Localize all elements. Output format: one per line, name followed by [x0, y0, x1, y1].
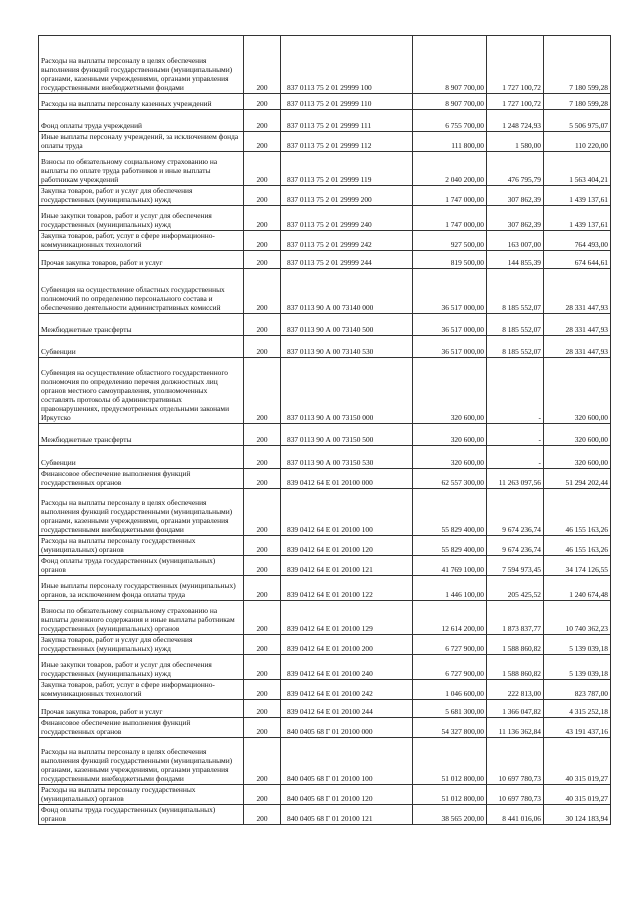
- row-unexecuted-amount: 7 180 599,28: [544, 94, 611, 110]
- row-code: 200: [244, 132, 281, 152]
- row-approved-amount: 6 727 900,00: [413, 635, 487, 655]
- row-approved-amount: 55 829 400,00: [413, 536, 487, 556]
- row-name: Субвенция на осуществление областного государственного полномочия по определению перечня должностных лиц органов местного самоуправления, уполномоченных составлять протоколы об административных правонарушениях, предусмотренных отдельными законами Иркутско: [39, 358, 244, 424]
- row-executed-amount: 1 588 860,82: [487, 655, 544, 680]
- row-code: 200: [244, 94, 281, 110]
- table-row: [39, 469, 611, 489]
- row-kbk-code: 837 0113 75 2 01 29999 200: [281, 186, 413, 206]
- table-row: [39, 206, 611, 231]
- table-row: [39, 269, 611, 314]
- row-approved-amount: 41 769 100,00: [413, 556, 487, 576]
- table-body: [39, 36, 611, 825]
- table-row: [39, 576, 611, 601]
- row-code: 200: [244, 680, 281, 700]
- row-unexecuted-amount: 28 331 447,93: [544, 314, 611, 336]
- row-executed-amount: 1 727 100,72: [487, 36, 544, 94]
- row-unexecuted-amount: 40 315 019,27: [544, 738, 611, 785]
- row-unexecuted-amount: 28 331 447,93: [544, 336, 611, 358]
- row-name: Иные закупки товаров, работ и услуг для обеспечения государственных (муниципальных) нужд: [39, 655, 244, 680]
- row-code: 200: [244, 231, 281, 251]
- table-row: [39, 132, 611, 152]
- table-row: [39, 424, 611, 446]
- row-kbk-code: 837 0113 90 А 00 73150 530: [281, 446, 413, 469]
- row-kbk-code: 837 0113 75 2 01 29999 244: [281, 251, 413, 269]
- row-executed-amount: -: [487, 424, 544, 446]
- row-code: 200: [244, 36, 281, 94]
- row-name: Фонд оплаты труда государственных (муниципальных) органов: [39, 556, 244, 576]
- row-name: Прочая закупка товаров, работ и услуг: [39, 251, 244, 269]
- row-executed-amount: 1 727 100,72: [487, 94, 544, 110]
- table-row: [39, 152, 611, 186]
- row-code: 200: [244, 556, 281, 576]
- row-executed-amount: 9 674 236,74: [487, 536, 544, 556]
- table-row: [39, 186, 611, 206]
- row-unexecuted-amount: 46 155 163,26: [544, 489, 611, 536]
- row-executed-amount: 11 263 097,56: [487, 469, 544, 489]
- row-name: Иные закупки товаров, работ и услуг для обеспечения государственных (муниципальных) нужд: [39, 206, 244, 231]
- row-name: Межбюджетные трансферты: [39, 314, 244, 336]
- row-approved-amount: 320 600,00: [413, 424, 487, 446]
- row-approved-amount: 927 500,00: [413, 231, 487, 251]
- row-unexecuted-amount: 51 294 202,44: [544, 469, 611, 489]
- row-kbk-code: 839 0412 64 Е 01 20100 000: [281, 469, 413, 489]
- row-approved-amount: 36 517 000,00: [413, 269, 487, 314]
- row-unexecuted-amount: 110 220,00: [544, 132, 611, 152]
- row-name: Закупка товаров, работ и услуг для обеспечения государственных (муниципальных) нужд: [39, 635, 244, 655]
- row-executed-amount: -: [487, 446, 544, 469]
- table-row: [39, 718, 611, 738]
- row-unexecuted-amount: 10 740 362,23: [544, 601, 611, 635]
- row-approved-amount: 320 600,00: [413, 446, 487, 469]
- row-code: 200: [244, 424, 281, 446]
- row-approved-amount: 320 600,00: [413, 358, 487, 424]
- row-name: Субвенция на осуществление областных государственных полномочий по определению персонального состава и обеспечению деятельности административных комиссий: [39, 269, 244, 314]
- row-approved-amount: 1 747 000,00: [413, 206, 487, 231]
- row-name: Расходы на выплаты персоналу казенных учреждений: [39, 94, 244, 110]
- row-unexecuted-amount: 46 155 163,26: [544, 536, 611, 556]
- row-approved-amount: 111 800,00: [413, 132, 487, 152]
- row-unexecuted-amount: 823 787,00: [544, 680, 611, 700]
- row-executed-amount: 307 862,39: [487, 206, 544, 231]
- row-approved-amount: 55 829 400,00: [413, 489, 487, 536]
- row-code: 200: [244, 446, 281, 469]
- row-unexecuted-amount: 320 600,00: [544, 424, 611, 446]
- row-approved-amount: 5 681 300,00: [413, 700, 487, 718]
- row-executed-amount: 7 594 973,45: [487, 556, 544, 576]
- row-unexecuted-amount: 43 191 437,16: [544, 718, 611, 738]
- row-kbk-code: 839 0412 64 Е 01 20100 244: [281, 700, 413, 718]
- row-unexecuted-amount: 320 600,00: [544, 446, 611, 469]
- row-name: Фонд оплаты труда государственных (муниципальных) органов: [39, 805, 244, 825]
- row-approved-amount: 62 557 300,00: [413, 469, 487, 489]
- row-kbk-code: 837 0113 75 2 01 29999 240: [281, 206, 413, 231]
- table-row: [39, 601, 611, 635]
- row-name: Расходы на выплаты персоналу в целях обеспечения выполнения функций государственными (муниципальными) органами, казенными учреждениями, органами управления государственными внебюджетными фондами: [39, 738, 244, 785]
- row-approved-amount: 12 614 200,00: [413, 601, 487, 635]
- row-code: 200: [244, 110, 281, 132]
- row-kbk-code: 837 0113 75 2 01 29999 119: [281, 152, 413, 186]
- row-executed-amount: 163 007,00: [487, 231, 544, 251]
- row-approved-amount: 8 907 700,00: [413, 94, 487, 110]
- row-unexecuted-amount: 1 439 137,61: [544, 186, 611, 206]
- row-name: Межбюджетные трансферты: [39, 424, 244, 446]
- row-executed-amount: 1 873 837,77: [487, 601, 544, 635]
- row-name: Финансовое обеспечение выполнения функций государственных органов: [39, 718, 244, 738]
- row-kbk-code: 837 0113 75 2 01 29999 100: [281, 36, 413, 94]
- row-kbk-code: 839 0412 64 Е 01 20100 129: [281, 601, 413, 635]
- row-approved-amount: 8 907 700,00: [413, 36, 487, 94]
- row-executed-amount: 1 366 047,82: [487, 700, 544, 718]
- row-kbk-code: 839 0412 64 Е 01 20100 240: [281, 655, 413, 680]
- row-approved-amount: 54 327 800,00: [413, 718, 487, 738]
- row-name: Финансовое обеспечение выполнения функций государственных органов: [39, 469, 244, 489]
- row-name: Фонд оплаты труда учреждений: [39, 110, 244, 132]
- table-row: [39, 805, 611, 825]
- table-row: [39, 314, 611, 336]
- row-executed-amount: 10 697 780,73: [487, 738, 544, 785]
- row-approved-amount: 819 500,00: [413, 251, 487, 269]
- row-kbk-code: 839 0412 64 Е 01 20100 122: [281, 576, 413, 601]
- row-kbk-code: 840 0405 68 Г 01 20100 100: [281, 738, 413, 785]
- row-name: Субвенции: [39, 336, 244, 358]
- row-unexecuted-amount: 40 315 019,27: [544, 785, 611, 805]
- row-code: 200: [244, 269, 281, 314]
- row-code: 200: [244, 358, 281, 424]
- row-executed-amount: 222 813,00: [487, 680, 544, 700]
- row-approved-amount: 6 727 900,00: [413, 655, 487, 680]
- row-code: 200: [244, 738, 281, 785]
- row-code: 200: [244, 785, 281, 805]
- row-approved-amount: 36 517 000,00: [413, 336, 487, 358]
- row-code: 200: [244, 251, 281, 269]
- row-code: 200: [244, 655, 281, 680]
- row-kbk-code: 837 0113 90 А 00 73150 000: [281, 358, 413, 424]
- table-row: [39, 36, 611, 94]
- row-unexecuted-amount: 5 139 039,18: [544, 635, 611, 655]
- row-kbk-code: 837 0113 90 А 00 73150 500: [281, 424, 413, 446]
- row-executed-amount: 1 248 724,93: [487, 110, 544, 132]
- table-row: [39, 446, 611, 469]
- row-code: 200: [244, 314, 281, 336]
- row-approved-amount: 1 046 600,00: [413, 680, 487, 700]
- row-approved-amount: 36 517 000,00: [413, 314, 487, 336]
- table-row: [39, 738, 611, 785]
- row-name: Закупка товаров, работ, услуг в сфере информационно-коммуникационных технологий: [39, 231, 244, 251]
- row-unexecuted-amount: 1 439 137,61: [544, 206, 611, 231]
- row-kbk-code: 840 0405 68 Г 01 20100 000: [281, 718, 413, 738]
- row-code: 200: [244, 152, 281, 186]
- table-row: [39, 655, 611, 680]
- row-kbk-code: 839 0412 64 Е 01 20100 100: [281, 489, 413, 536]
- row-kbk-code: 839 0412 64 Е 01 20100 120: [281, 536, 413, 556]
- row-kbk-code: 837 0113 90 А 00 73140 000: [281, 269, 413, 314]
- row-kbk-code: 840 0405 68 Г 01 20100 120: [281, 785, 413, 805]
- row-name: Расходы на выплаты персоналу государственных (муниципальных) органов: [39, 536, 244, 556]
- row-kbk-code: 840 0405 68 Г 01 20100 121: [281, 805, 413, 825]
- table-row: [39, 231, 611, 251]
- row-executed-amount: 476 795,79: [487, 152, 544, 186]
- row-unexecuted-amount: 764 493,00: [544, 231, 611, 251]
- row-unexecuted-amount: 674 644,61: [544, 251, 611, 269]
- row-executed-amount: 8 185 552,07: [487, 336, 544, 358]
- table-row: [39, 336, 611, 358]
- row-executed-amount: 205 425,52: [487, 576, 544, 601]
- row-unexecuted-amount: 320 600,00: [544, 358, 611, 424]
- row-code: 200: [244, 536, 281, 556]
- budget-execution-table: [38, 35, 611, 825]
- row-executed-amount: 8 185 552,07: [487, 269, 544, 314]
- row-name: Расходы на выплаты персоналу в целях обеспечения выполнения функций государственными (муниципальными) органами, казенными учреждениями, органами управления государственными внебюджетными фондами: [39, 36, 244, 94]
- table-row: [39, 536, 611, 556]
- row-name: Иные выплаты персоналу учреждений, за исключением фонда оплаты труда: [39, 132, 244, 152]
- row-executed-amount: 307 862,39: [487, 186, 544, 206]
- row-name: Расходы на выплаты персоналу в целях обеспечения выполнения функций государственными (муниципальными) органами, казенными учреждениями, органами управления государственными внебюджетными фондами: [39, 489, 244, 536]
- row-approved-amount: 38 565 200,00: [413, 805, 487, 825]
- table-row: [39, 110, 611, 132]
- row-name: Прочая закупка товаров, работ и услуг: [39, 700, 244, 718]
- row-executed-amount: 1 580,00: [487, 132, 544, 152]
- row-code: 200: [244, 576, 281, 601]
- row-name: Иные выплаты персоналу государственных (муниципальных) органов, за исключением фонда оплаты труда: [39, 576, 244, 601]
- table-row: [39, 94, 611, 110]
- row-code: 200: [244, 805, 281, 825]
- row-name: Взносы по обязательному социальному страхованию на выплаты по оплате труда работников и иные выплаты работникам учреждений: [39, 152, 244, 186]
- row-unexecuted-amount: 28 331 447,93: [544, 269, 611, 314]
- table-row: [39, 635, 611, 655]
- row-approved-amount: 6 755 700,00: [413, 110, 487, 132]
- row-approved-amount: 51 012 800,00: [413, 738, 487, 785]
- row-unexecuted-amount: 7 180 599,28: [544, 36, 611, 94]
- row-name: Субвенции: [39, 446, 244, 469]
- row-kbk-code: 837 0113 75 2 01 29999 242: [281, 231, 413, 251]
- row-unexecuted-amount: 30 124 183,94: [544, 805, 611, 825]
- table-row: [39, 489, 611, 536]
- row-executed-amount: 8 441 016,06: [487, 805, 544, 825]
- row-executed-amount: 11 136 362,84: [487, 718, 544, 738]
- row-code: 200: [244, 489, 281, 536]
- row-name: Расходы на выплаты персоналу государственных (муниципальных) органов: [39, 785, 244, 805]
- row-unexecuted-amount: 5 139 039,18: [544, 655, 611, 680]
- row-kbk-code: 837 0113 75 2 01 29999 110: [281, 94, 413, 110]
- row-code: 200: [244, 635, 281, 655]
- row-executed-amount: 9 674 236,74: [487, 489, 544, 536]
- row-code: 200: [244, 186, 281, 206]
- row-unexecuted-amount: 34 174 126,55: [544, 556, 611, 576]
- row-unexecuted-amount: 5 506 975,07: [544, 110, 611, 132]
- table-row: [39, 785, 611, 805]
- row-code: 200: [244, 206, 281, 231]
- table-row: [39, 680, 611, 700]
- row-name: Закупка товаров, работ, услуг в сфере информационно-коммуникационных технологий: [39, 680, 244, 700]
- row-executed-amount: 1 588 860,82: [487, 635, 544, 655]
- row-name: Взносы по обязательному социальному страхованию на выплаты денежного содержания и иные выплаты работникам государственных (муниципальных) органов: [39, 601, 244, 635]
- table-row: [39, 251, 611, 269]
- row-executed-amount: -: [487, 358, 544, 424]
- row-kbk-code: 837 0113 90 А 00 73140 530: [281, 336, 413, 358]
- row-approved-amount: 1 747 000,00: [413, 186, 487, 206]
- table-row: [39, 700, 611, 718]
- row-kbk-code: 837 0113 75 2 01 29999 112: [281, 132, 413, 152]
- row-code: 200: [244, 601, 281, 635]
- row-code: 200: [244, 718, 281, 738]
- table-row: [39, 358, 611, 424]
- row-executed-amount: 10 697 780,73: [487, 785, 544, 805]
- row-code: 200: [244, 336, 281, 358]
- table-row: [39, 556, 611, 576]
- row-executed-amount: 144 855,39: [487, 251, 544, 269]
- budget-report-page: [38, 35, 610, 825]
- row-kbk-code: 839 0412 64 Е 01 20100 121: [281, 556, 413, 576]
- row-code: 200: [244, 700, 281, 718]
- row-kbk-code: 839 0412 64 Е 01 20100 200: [281, 635, 413, 655]
- row-unexecuted-amount: 4 315 252,18: [544, 700, 611, 718]
- row-kbk-code: 837 0113 75 2 01 29999 111: [281, 110, 413, 132]
- row-kbk-code: 839 0412 64 Е 01 20100 242: [281, 680, 413, 700]
- row-approved-amount: 2 040 200,00: [413, 152, 487, 186]
- row-approved-amount: 51 012 800,00: [413, 785, 487, 805]
- row-unexecuted-amount: 1 240 674,48: [544, 576, 611, 601]
- row-code: 200: [244, 469, 281, 489]
- row-name: Закупка товаров, работ и услуг для обеспечения государственных (муниципальных) нужд: [39, 186, 244, 206]
- row-unexecuted-amount: 1 563 404,21: [544, 152, 611, 186]
- row-kbk-code: 837 0113 90 А 00 73140 500: [281, 314, 413, 336]
- row-executed-amount: 8 185 552,07: [487, 314, 544, 336]
- row-approved-amount: 1 446 100,00: [413, 576, 487, 601]
